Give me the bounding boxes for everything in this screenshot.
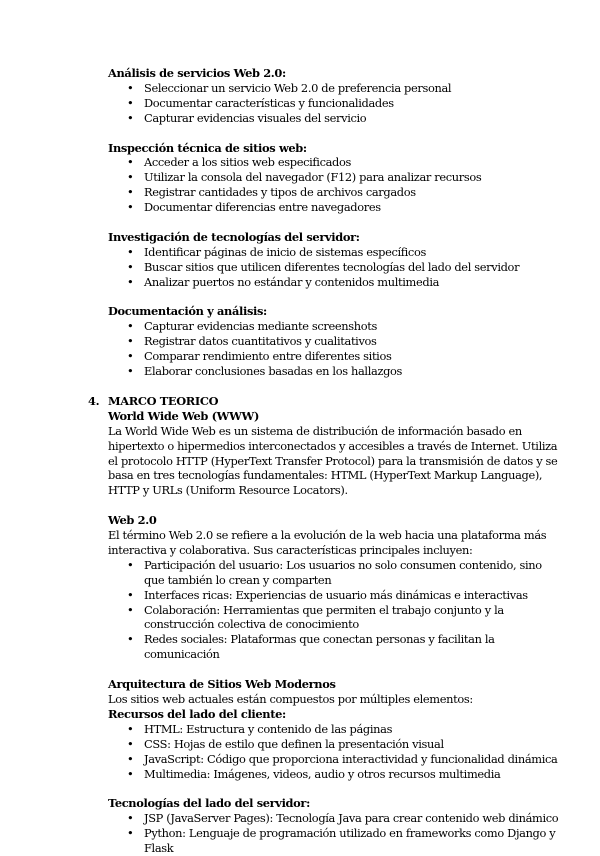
list-item: • Documentar características y funcionalidades <box>127 95 394 110</box>
bullet-icon: • <box>127 319 134 334</box>
bullet-icon: • <box>127 274 134 289</box>
list-item: • Registrar datos cuantitativos y cualitativos <box>127 334 377 349</box>
bullet-icon: • <box>127 587 134 602</box>
bullet-list <box>108 319 560 379</box>
bullet-icon: • <box>127 349 134 364</box>
bullet-icon: • <box>127 557 134 572</box>
bullet-icon: • <box>127 721 134 736</box>
bullet-icon: • <box>127 811 134 826</box>
list-item: • Capturar evidencias mediante screenshots <box>127 319 377 334</box>
section-heading: Investigación de tecnologías del servidor: <box>108 229 360 244</box>
section-inspeccion <box>108 141 560 216</box>
bullet-list <box>108 81 560 126</box>
section-investigacion <box>108 230 560 290</box>
section-analisis <box>108 66 560 126</box>
list-item: • Identificar páginas de inicio de sistemas específicos <box>127 244 426 259</box>
bullet-icon: • <box>127 200 134 215</box>
section-web20 <box>108 513 560 662</box>
section-heading: Inspección técnica de sitios web: <box>108 140 307 155</box>
bullet-icon: • <box>127 95 134 110</box>
list-item: • CSS: Hojas de estilo que definen la presentación visual <box>127 736 444 751</box>
bullet-list <box>108 245 560 290</box>
section-heading: Documentación y análisis: <box>108 304 267 319</box>
list-item: • JavaScript: Código que proporciona interactividad y funcionalidad dinámica <box>127 751 558 766</box>
list-item: • Capturar evidencias visuales del servicio <box>127 110 367 125</box>
list-item: • Registrar cantidades y tipos de archivos cargados <box>127 185 416 200</box>
bullet-icon: • <box>127 602 134 617</box>
list-item: • Buscar sitios que utilicen diferentes tecnologías del lado del servidor <box>127 259 520 274</box>
document-body <box>88 66 560 856</box>
list-item: • Python: Lenguaje de programación utilizado en frameworks como Django y Flask <box>127 826 556 856</box>
list-item: • Interfaces ricas: Experiencias de usuario más dinámicas e interactivas <box>127 587 528 602</box>
list-item: • Acceder a los sitios web especificados <box>127 155 352 170</box>
bullet-icon: • <box>127 766 134 781</box>
bullet-icon: • <box>127 80 134 95</box>
list-item: • Analizar puertos no estándar y contenidos multimedia <box>127 274 440 289</box>
bullet-icon: • <box>127 364 134 379</box>
bullet-icon: • <box>127 632 134 647</box>
bullet-list <box>108 811 560 856</box>
list-item: • HTML: Estructura y contenido de las páginas <box>127 721 393 736</box>
list-item: • Elaborar conclusiones basadas en los hallazgos <box>127 364 403 379</box>
subheading-servidor: Tecnologías del lado del servidor: <box>108 796 310 811</box>
bullet-icon: • <box>127 185 134 200</box>
list-item: • JSP (JavaServer Pages): Tecnología Java para crear contenido web dinámico <box>127 811 559 826</box>
paragraph-www: La World Wide Web es un sistema de distribución de información basado en hipertexto o hipermedios interconectados y accesibles a través de Internet. Utiliza el protocolo HTTP (HyperText Transfer Protocol) para la transmisión de datos y se basa en tres tecnologías fundamentales: HTML (HyperText Markup Language), HTTP y URLs (Uniform Resource Locators). <box>108 423 558 498</box>
subheading-cliente: Recursos del lado del cliente: <box>108 706 286 721</box>
list-item: • Utilizar la consola del navegador (F12) para analizar recursos <box>127 170 482 185</box>
bullet-icon: • <box>127 736 134 751</box>
bullet-list <box>108 722 560 782</box>
list-item: • Participación del usuario: Los usuarios no solo consumen contenido, sino que también lo crean y comparten <box>127 557 542 587</box>
bullet-icon: • <box>127 244 134 259</box>
bullet-icon: • <box>127 259 134 274</box>
bullet-list <box>108 558 560 662</box>
list-item: • Colaboración: Herramientas que permiten el trabajo conjunto y la construcción colectiva de conocimiento <box>127 602 504 632</box>
section-servidor <box>108 796 560 856</box>
list-item: • Multimedia: Imágenes, videos, audio y otros recursos multimedia <box>127 766 501 781</box>
paragraph-arquitectura: Los sitios web actuales están compuestos por múltiples elementos: <box>108 691 473 706</box>
bullet-icon: • <box>127 110 134 125</box>
subheading-www: World Wide Web (WWW) <box>108 408 260 423</box>
bullet-icon: • <box>127 751 134 766</box>
section-title: MARCO TEORICO <box>108 393 219 408</box>
bullet-icon: • <box>127 334 134 349</box>
list-item: • Comparar rendimiento entre diferentes sitios <box>127 349 392 364</box>
section-number: 4. <box>88 393 100 408</box>
subheading-arquitectura: Arquitectura de Sitios Web Modernos <box>108 677 336 692</box>
bullet-list <box>108 155 560 215</box>
list-item: • Seleccionar un servicio Web 2.0 de preferencia personal <box>127 80 452 95</box>
paragraph-web20: El término Web 2.0 se refiere a la evolución de la web hacia una plataforma más interactiva y colaborativa. Sus características principales incluyen: <box>108 528 547 557</box>
subheading-web20: Web 2.0 <box>108 513 157 528</box>
bullet-icon: • <box>127 155 134 170</box>
section-documentacion <box>108 304 560 379</box>
list-item: • Documentar diferencias entre navegadores <box>127 200 381 215</box>
section-marco-teorico <box>88 393 560 498</box>
bullet-icon: • <box>127 826 134 841</box>
bullet-icon: • <box>127 170 134 185</box>
list-item: • Redes sociales: Plataformas que conectan personas y facilitan la comunicación <box>127 632 495 662</box>
section-arquitectura <box>108 677 560 781</box>
section-heading: Análisis de servicios Web 2.0: <box>108 66 286 80</box>
